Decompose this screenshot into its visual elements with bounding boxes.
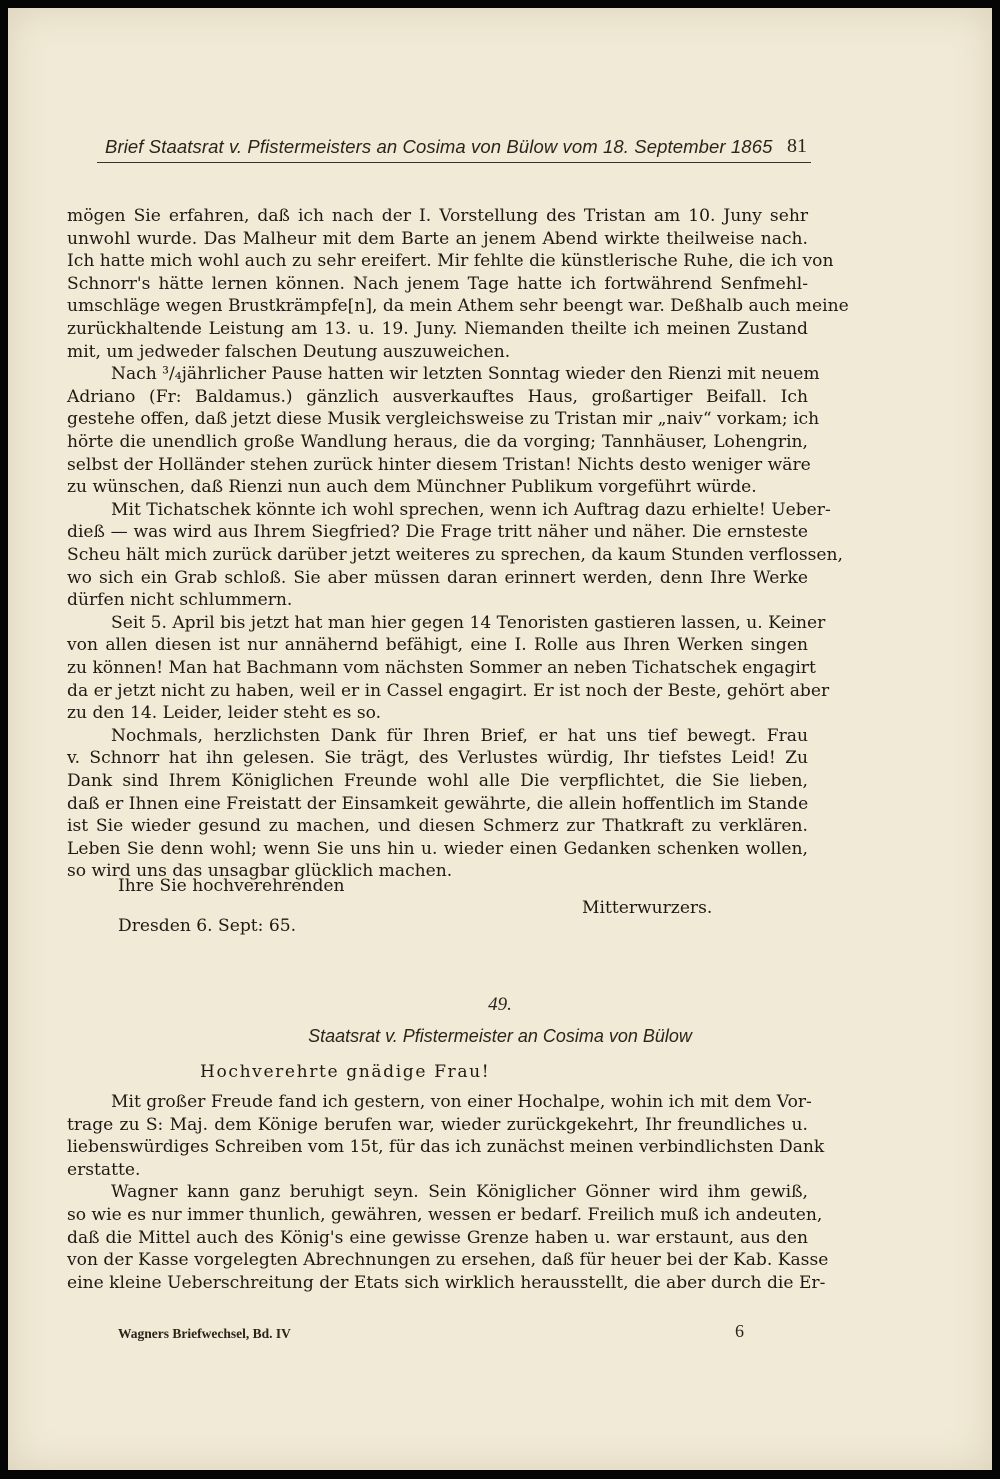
text-line: von allen diesen ist nur annähernd befähigt, eine I. Rolle aus Ihren Werken singen	[67, 635, 808, 656]
text-line: dürfen nicht schlummern.	[67, 590, 293, 611]
salutation: Hochverehrte gnädige Frau!	[200, 1062, 491, 1082]
text-line: wo sich ein Grab schloß. Sie aber müssen daran erinnert werden, denn Ihre Werke	[67, 567, 808, 588]
text-line: so wird uns das unsagbar glücklich machen.	[67, 861, 453, 882]
text-line: zu können! Man hat Bachmann vom nächsten Sommer an neben Tichatschek engagirt	[67, 658, 816, 678]
page-number: 81	[787, 135, 807, 157]
text-line: trage zu S: Maj. dem Könige berufen war, wieder zurückgekehrt, Ihr freundliches u.	[67, 1114, 808, 1135]
text-line: so wie es nur immer thunlich, gewähren, wessen er bedarf. Freilich muß ich andeuten,	[67, 1205, 823, 1225]
text-line: Nochmals, herzlichsten Dank für Ihren Brief, er hat uns tief bewegt. Frau	[111, 725, 808, 746]
text-line: liebenswürdiges Schreiben vom 15t, für das ich zunächst meinen verbindlichsten Dank	[67, 1137, 825, 1158]
text-line: selbst der Holländer stehen zurück hinter diesem Tristan! Nichts desto weniger wäre	[67, 454, 811, 475]
letter-number: 49.	[488, 994, 512, 1015]
text-line: zu wünschen, daß Rienzi nun auch dem Münchner Publikum vorgeführt würde.	[67, 477, 757, 498]
text-line: Dank sind Ihrem Königlichen Freunde wohl alle Die verpflichtet, die Sie lieben,	[67, 771, 808, 791]
text-line: Nach ³/₄jährlicher Pause hatten wir letzten Sonntag wieder den Rienzi mit neuem	[111, 364, 820, 385]
text-line: gestehe offen, daß jetzt diese Musik vergleichsweise zu Tristan mir „naiv“ vorkam; ich	[67, 409, 820, 430]
text-line: Seit 5. April bis jetzt hat man hier gegen 14 Tenoristen gastieren lassen, u. Keiner	[111, 612, 826, 633]
signature: Mitterwurzers.	[582, 898, 713, 918]
text-line: mit, um jedweder falschen Deutung auszuweichen.	[67, 341, 511, 362]
closing-formula: Ihre Sie hochverehrenden	[118, 876, 345, 896]
text-line: v. Schnorr hat ihn gelesen. Sie trägt, des Verlustes würdig, Ihr tiefstes Leid! Zu	[67, 748, 808, 769]
letter-title: Staatsrat v. Pfistermeister an Cosima von Bülow	[308, 1026, 692, 1046]
text-line: Scheu hält mich zurück darüber jetzt weiteres zu sprechen, da kaum Stunden verflossen,	[67, 545, 843, 565]
text-line: mögen Sie erfahren, daß ich nach der I. Vorstellung des Tristan am 10. Juny sehr	[67, 206, 808, 226]
text-line: unwohl wurde. Das Malheur mit dem Barte an jenem Abend wirkte theilweise nach.	[67, 228, 808, 249]
text-line: daß er Ihnen eine Freistatt der Einsamkeit gewährte, die allein hoffentlich im Stande	[67, 793, 809, 814]
signature-mark: 6	[735, 1321, 744, 1341]
text-line: da er jetzt nicht zu haben, weil er in Cassel engagirt. Er ist noch der Beste, gehört aber	[67, 680, 830, 701]
text-line: eine kleine Ueberschreitung der Etats sich wirklich herausstellt, die aber durch die Er-	[67, 1272, 826, 1293]
text-line: Adriano (Fr: Baldamus.) gänzlich ausverkauftes Haus, großartiger Beifall. Ich	[67, 386, 808, 407]
text-line: umschläge wegen Brustkrämpfe[n], da mein Athem sehr beengt war. Deßhalb auch meine	[67, 296, 849, 317]
text-line: hörte die unendlich große Wandlung heraus, die da vorging; Tannhäuser, Lohengrin,	[67, 432, 808, 452]
text-line: zurückhaltende Leistung am 13. u. 19. Juny. Niemanden theilte ich meinen Zustand	[67, 319, 808, 339]
running-head-title: Brief Staatsrat v. Pfistermeisters an Cosima von Bülow vom 18. September 1865	[105, 136, 773, 157]
text-line: Leben Sie denn wohl; wenn Sie uns hin u. wieder einen Gedanken schenken wollen,	[67, 838, 808, 859]
text-line: ist Sie wieder gesund zu machen, und diesen Schmerz zur Thatkraft zu verklären.	[67, 816, 808, 837]
running-head	[97, 132, 811, 163]
text-line: dieß — was wird aus Ihrem Siegfried? Die Frage tritt näher und näher. Die ernsteste	[67, 522, 808, 543]
text-line: Mit Tichatschek könnte ich wohl sprechen, wenn ich Auftrag dazu erhielte! Ueber-	[111, 499, 831, 520]
text-line: Ich hatte mich wohl auch zu sehr ereifert. Mir fehlte die künstlerische Ruhe, die ich von	[67, 251, 834, 272]
text-line: zu den 14. Leider, leider steht es so.	[67, 703, 382, 724]
text-line: Wagner kann ganz beruhigt seyn. Sein Königlicher Gönner wird ihm gewiß,	[111, 1182, 808, 1203]
text-line: Schnorr's hätte lernen können. Nach jenem Tage hatte ich fortwährend Senfmehl-	[67, 273, 808, 294]
footer-source: Wagners Briefwechsel, Bd. IV	[118, 1326, 291, 1341]
place-date: Dresden 6. Sept: 65.	[118, 916, 297, 936]
text-line: von der Kasse vorgelegten Abrechnungen zu ersehen, daß für heuer bei der Kab. Kasse	[67, 1250, 829, 1271]
text-line: erstatte.	[67, 1159, 141, 1180]
text-line: Mit großer Freude fand ich gestern, von einer Hochalpe, wohin ich mit dem Vor-	[111, 1092, 812, 1112]
text-line: daß die Mittel auch des König's eine gewisse Grenze haben u. war erstaunt, aus den	[67, 1227, 808, 1248]
